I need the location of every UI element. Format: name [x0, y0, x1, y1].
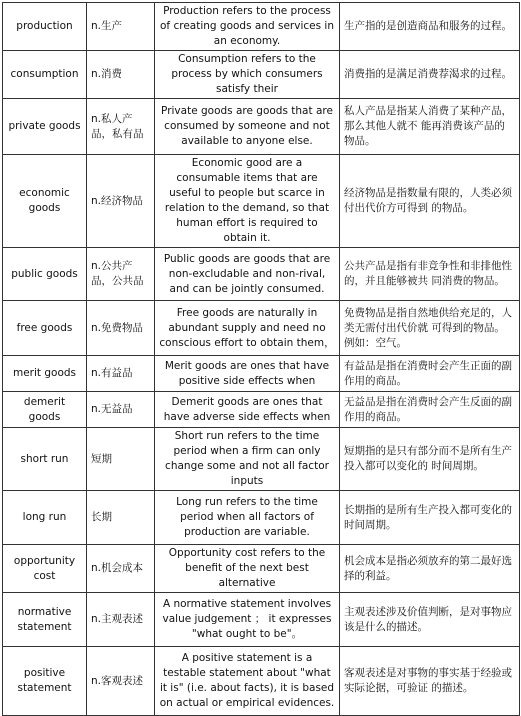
term-cell: public goods: [3, 248, 87, 301]
chinese-definition-cell: 私人产品是指某人消费了某种产品，那么其他人就不 能再消费该产品的物品。: [340, 99, 520, 155]
english-definition-cell: Demerit goods are ones that have adverse side effects when: [155, 392, 340, 428]
glossary-table: [2, 2, 520, 716]
table-row: [3, 428, 520, 491]
chinese-definition-cell: 无益品是指在消费时会产生反面的副作用的商品。: [340, 392, 520, 428]
chinese-definition-cell: 免费物品是指自然地供给充足的，人类无需付出代价就 可得到的物品。例如：空气。: [340, 301, 520, 356]
chinese-term-cell: n.经济物品: [87, 155, 155, 248]
chinese-term-cell: n.机会成本: [87, 545, 155, 593]
english-definition-cell: A normative statement involves value judgement ； it expresses "what ought to be"。: [155, 593, 340, 647]
english-definition-cell: Private goods are goods that are consumed by someone and not available to anyone else.: [155, 99, 340, 155]
table-row: [3, 301, 520, 356]
english-definition-cell: Consumption refers to the process by which consumers satisfy their: [155, 51, 340, 99]
chinese-term-cell: n.客观表述: [87, 647, 155, 716]
chinese-definition-cell: 有益品是指在消费时会产生正面的副作用的商品。: [340, 356, 520, 392]
table-row: [3, 51, 520, 99]
english-definition-cell: Long run refers to the time period when all factors of production are variable.: [155, 491, 340, 545]
english-definition-cell: A positive statement is a testable statement about "what it is" (i.e. about facts), it is based on actual or empirical evidences.: [155, 647, 340, 716]
term-cell: short run: [3, 428, 87, 491]
english-definition-cell: Free goods are naturally in abundant supply and need no conscious effort to obtain them，: [155, 301, 340, 356]
term-cell: normative statement: [3, 593, 87, 647]
term-cell: long run: [3, 491, 87, 545]
table-row: [3, 647, 520, 716]
table-row: [3, 248, 520, 301]
chinese-term-cell: n.私人产品，私有品: [87, 99, 155, 155]
chinese-term-cell: n.免费物品: [87, 301, 155, 356]
table-row: [3, 491, 520, 545]
term-cell: positive statement: [3, 647, 87, 716]
term-cell: merit goods: [3, 356, 87, 392]
chinese-definition-cell: 长期指的是所有生产投入都可变化的时间周期。: [340, 491, 520, 545]
english-definition-cell: Short run refers to the time period when a firm can only change some and not all factor inputs: [155, 428, 340, 491]
term-cell: demerit goods: [3, 392, 87, 428]
chinese-term-cell: n.无益品: [87, 392, 155, 428]
english-definition-cell: Opportunity cost refers to the benefit of the next best alternative: [155, 545, 340, 593]
chinese-definition-cell: 公共产品是指有非竞争性和非排他性的，并且能够被共 同消费的物品。: [340, 248, 520, 301]
table-row: [3, 356, 520, 392]
chinese-definition-cell: 机会成本是指必须放弃的第二最好选择的利益。: [340, 545, 520, 593]
english-definition-cell: Economic good are a consumable items that are useful to people but scarce in relation to the demand, so that human effort is required to obtain it.: [155, 155, 340, 248]
table-row: [3, 593, 520, 647]
english-definition-cell: Production refers to the process of creating goods and services in an economy.: [155, 3, 340, 51]
chinese-term-cell: n.生产: [87, 3, 155, 51]
table-row: [3, 392, 520, 428]
table-row: [3, 545, 520, 593]
table-row: [3, 99, 520, 155]
chinese-term-cell: 长期: [87, 491, 155, 545]
term-cell: opportunity cost: [3, 545, 87, 593]
chinese-definition-cell: 消费指的是满足消费荐渴求的过程。: [340, 51, 520, 99]
chinese-term-cell: n.公共产品，公共品: [87, 248, 155, 301]
table-row: [3, 155, 520, 248]
chinese-term-cell: n.有益品: [87, 356, 155, 392]
chinese-definition-cell: 主观表述涉及价值判断，是对事物应该是什么的描述。: [340, 593, 520, 647]
chinese-definition-cell: 经济物品是指数量有限的，人类必须付出代价方可得到 的物品。: [340, 155, 520, 248]
chinese-term-cell: n.消费: [87, 51, 155, 99]
table-row: [3, 3, 520, 51]
english-definition-cell: Public goods are goods that are non-excludable and non-rival, and can be jointly consumed.: [155, 248, 340, 301]
term-cell: private goods: [3, 99, 87, 155]
term-cell: production: [3, 3, 87, 51]
chinese-term-cell: n.主观表述: [87, 593, 155, 647]
chinese-definition-cell: 短期指的是只有部分而不是所有生产投入都可以变化的 时间周期。: [340, 428, 520, 491]
term-cell: consumption: [3, 51, 87, 99]
term-cell: free goods: [3, 301, 87, 356]
chinese-definition-cell: 客观表述是对事物的事实基于经验或实际论据，可验证 的描述。: [340, 647, 520, 716]
term-cell: economic goods: [3, 155, 87, 248]
english-definition-cell: Merit goods are ones that have positive side effects when: [155, 356, 340, 392]
chinese-term-cell: 短期: [87, 428, 155, 491]
chinese-definition-cell: 生产指的是创造商品和服务的过程。: [340, 3, 520, 51]
